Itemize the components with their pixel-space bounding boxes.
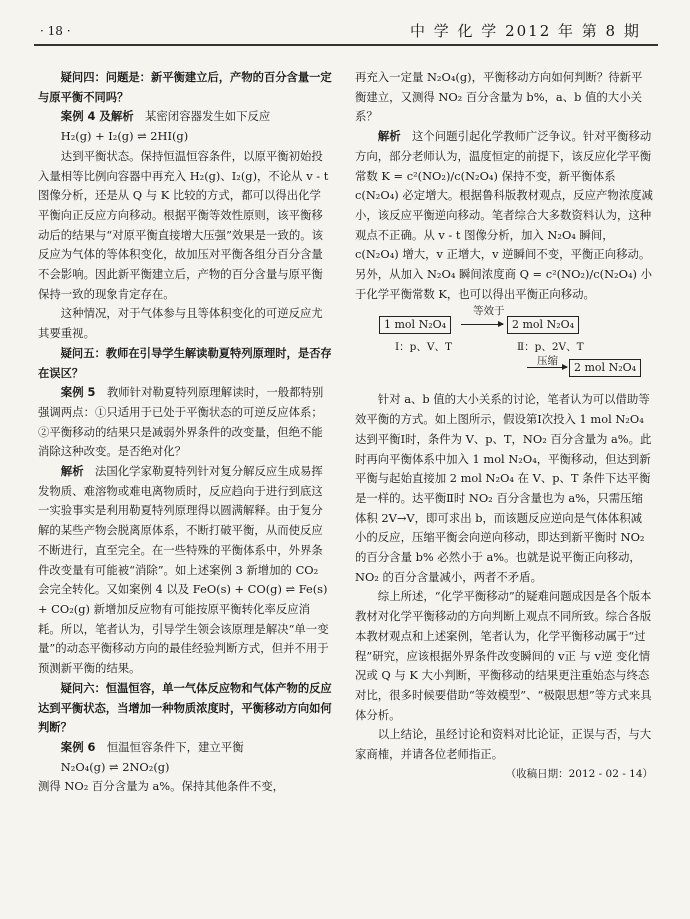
- diagram-state-1: Ⅰ：p、V、T: [395, 341, 452, 354]
- ab-discussion: 针对 a、b 值的大小关系的讨论，笔者认为可以借助等效平衡的方式。如上图所示，假设第Ⅰ次投入 1 mol N₂O₄ 达到平衡Ⅰ时，条件为 V、p、T，NO₂ 百分含量为 a%。此时再向平衡体系中加入 1 mol N₂O₄，平衡移动，但达到新平衡与起始直接加 2 mol N₂O₄ 在 V、p、T 条件下达平衡是一样的。达平衡Ⅱ时 NO₂ 百分含量也为 a%，只需压缩体积 2V→V，即可求出 b，而该题反应逆向是气体体积减小的反应，压缩平衡会向逆向移动，即达到新平衡时 NO₂ 的百分含量 b% 必然小于 a%。也就是说平衡正向移动，NO₂ 的百分含量减小，两者不矛盾。: [355, 392, 652, 584]
- diagram-equivalent-arrow: [461, 324, 503, 325]
- case-6-analysis: [355, 127, 653, 304]
- right-column: [355, 68, 653, 785]
- page-number: · 18 ·: [40, 24, 71, 38]
- diagram-box-2mol: 2 mol N₂O₄: [507, 316, 579, 334]
- case-6-analysis-text: 这个问题引起化学教师广泛争议。针对平衡移动方向，部分老师认为，温度恒定的前提下，该反应化学平衡常数 K = c²(NO₂)/c(N₂O₄) 保持不变，新平衡体系 c(N₂O₄) 必定增大。根据鲁科版教材观点，反应产物浓度减小，该反应平衡逆向移动。笔者综合大多数资料认为，这种观点不正确。从 v - t 图像分析，加入 N₂O₄ 瞬间，c(N₂O₄) 增大，v 正增大，v 逆瞬间不变，平衡正向移动。另外，从加入 N₂O₄ 瞬间浓度商 Q = c²(NO₂)/c(N₂O₄) 小于化学平衡常数 K，也可以得出平衡正向移动。: [355, 129, 653, 301]
- diagram-compress-arrow: [527, 367, 567, 368]
- case-6-equation: N₂O₄(g) ⇌ 2NO₂(g): [60, 759, 170, 774]
- case-5-text: 教师针对勒夏特列原理解读时，一般都特别强调两点：①只适用于已处于平衡状态的可逆反应体系；②平衡移动的结果只是减弱外界条件的改变量，但绝不能消除这种改变。是否绝对化？: [38, 385, 324, 459]
- left-column: [38, 68, 332, 797]
- conclusion: 以上结论，虽经讨论和资料对比论证，正误与否，与大家商榷，并请各位老师指正。: [355, 727, 652, 762]
- case-6-tail: 测得 NO₂ 百分含量为 a%。保持其他条件不变，: [38, 779, 284, 794]
- diagram-box-1mol: 1 mol N₂O₄: [379, 316, 451, 334]
- case-4-analysis: 达到平衡状态。保持恒温恒容条件，以原平衡初始投入量相等比例向容器中再充入 H₂(g)、I₂(g)，不论从 v - t 图像分析，还是从 Q 与 K 比较的方式，都可以得出化学平衡向正反应方向移动。根据平衡等效性原则，该平衡移动后的结果与“对原平衡直接增大压强”效果是一致的。该反应为气体的等体积变化，故加压对平衡各组分百分含量不会影响。因此新平衡建立后，产物的百分含量与原平衡保持一致的现象肯定存在。: [38, 148, 329, 301]
- header-rule: [34, 44, 658, 46]
- analysis-label: 解析: [60, 464, 84, 479]
- journal-title: 中 学 化 学 2012 年 第 8 期: [410, 22, 641, 40]
- diagram-compress-label: 压缩: [537, 355, 558, 368]
- case-5-analysis: [38, 462, 332, 679]
- received-date: （收稿日期：2012 - 02 - 14）: [505, 767, 653, 780]
- case-6-label: 案例 6: [60, 739, 96, 754]
- case-4-intro-text: 某密闭容器发生如下反应: [145, 109, 271, 124]
- case-4-note: 这种情况，对于气体参与且等体积变化的可逆反应尤其要重视。: [38, 306, 323, 341]
- question-4-heading: 疑问四：问题是：新平衡建立后，产物的百分含量一定与原平衡不同吗？: [38, 71, 332, 104]
- case-6-question: 再充入一定量 N₂O₄(g)，平衡移动方向如何判断？待新平衡建立，又测得 NO₂ 百分含量为 b%，a、b 值的大小关系？: [355, 70, 643, 124]
- question-5-heading: 疑问五：教师在引导学生解读勒夏特列原理时，是否存在误区？: [38, 346, 332, 380]
- analysis-label-right: 解析: [377, 129, 401, 144]
- case-5-label: 案例 5: [60, 385, 96, 400]
- page-header: [0, 0, 690, 60]
- case-6-intro: [38, 738, 332, 758]
- diagram-equivalent-label: 等效于: [473, 305, 505, 318]
- case-4-equation: H₂(g) + I₂(g) ⇌ 2HI(g): [60, 129, 189, 144]
- equivalence-diagram: [355, 305, 653, 384]
- case-6-intro-text: 恒温恒容条件下，建立平衡: [106, 739, 244, 754]
- summary: 综上所述，“化学平衡移动”的疑难问题成因是各个版本教材对化学平衡移动的方向判断上观点不同所致。综合各版本教材观点和上述案例，笔者认为，化学平衡移动属于“过程”研究，应该根据外界条件改变瞬间的 v正 与 v逆 变化情况或 Q 与 K 大小判断，平衡移动的结果更注重始态与终态对比，很多时候要借助“等效模型”、“极限思想”等方式来具体分析。: [355, 589, 652, 722]
- analysis-text: 法国化学家勒夏特列针对复分解反应生成易挥发物质、难溶物或难电离物质时，反应趋向于进行到底这一实验事实是利用勒夏特列原理得以圆满解释。由于复分解的某些产物会脱离原体系，不断打破平衡，从而使反应不断进行，直至完全。在一些特殊的平衡体系中，外界条件改变量有可能被“消除”。如上述案例 3 新增加的 CO₂ 会完全转化。又如案例 4 以及 FeO(s) + CO(g) ⇌ Fe(s) + CO₂(g) 新增加反应物有可能按原平衡转化率反应消耗。所以，笔者认为，引导学生领会该原理是解决“单一变量”的动态平衡移动方向的最佳经验判断方式，但并不用于预测新平衡的结果。: [38, 464, 329, 676]
- case-4-intro: [38, 107, 332, 127]
- case-5-paragraph: [38, 383, 332, 462]
- case-4-label: 案例 4 及解析: [60, 109, 134, 124]
- diagram-state-2: Ⅱ：p、2V、T: [517, 341, 584, 354]
- question-6-heading: 疑问六：恒温恒容，单一气体反应物和气体产物的反应达到平衡状态，当增加一种物质浓度时，平衡移动方向如何判断？: [38, 681, 332, 735]
- diagram-box-compressed: 2 mol N₂O₄: [569, 359, 641, 377]
